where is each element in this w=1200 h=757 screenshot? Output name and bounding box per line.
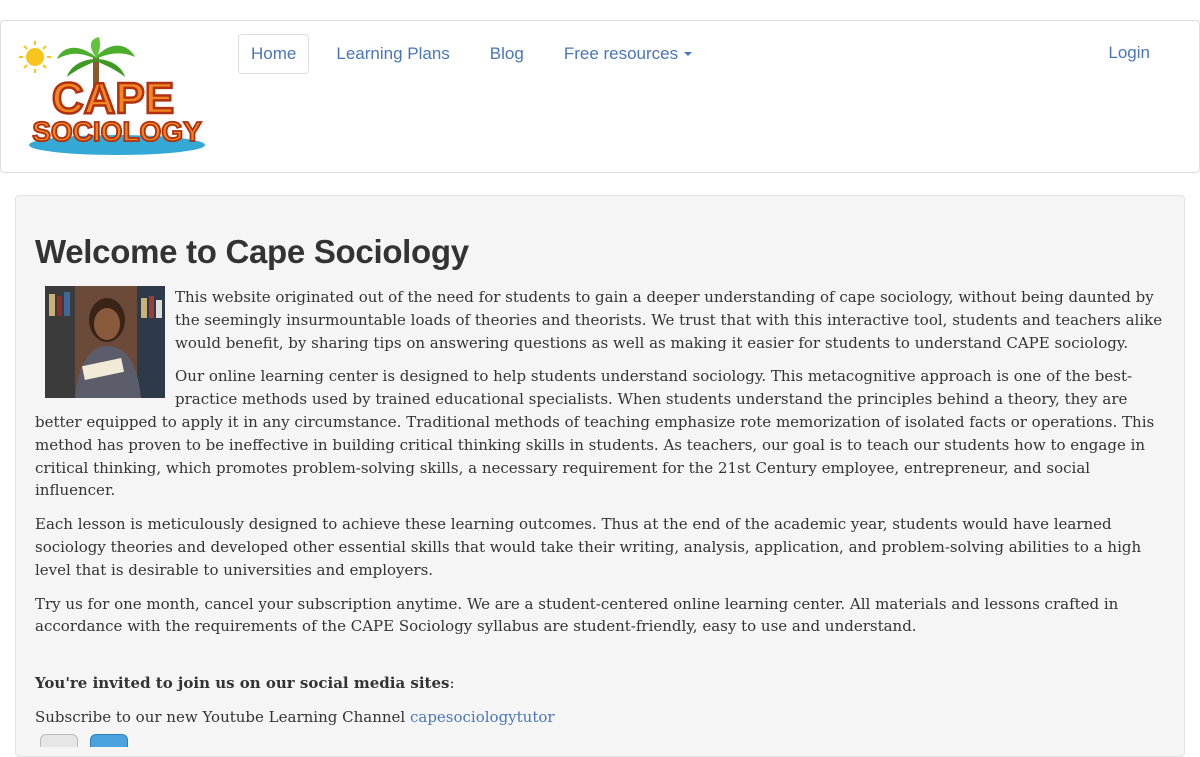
main-content xyxy=(35,232,1165,740)
social-heading xyxy=(35,672,1165,695)
nav-free-resources-label: Free resources xyxy=(563,44,679,63)
paragraph-1: This website originated out of the need for students to gain a deeper understanding of cape sociology, without being daunted by the seemingly insurmountable loads of theories and theorists. We trust that with this interactive tool, students and teachers alike would benefit, by sharing tips on answering questions as well as making it easier for students to understand CAPE sociology. xyxy=(175,288,1163,352)
sun-icon xyxy=(19,41,51,73)
social-icons xyxy=(40,734,128,747)
main-nav xyxy=(238,34,719,74)
social-icon-1[interactable] xyxy=(40,734,78,747)
youtube-channel-link[interactable]: capesociologytutor xyxy=(409,707,555,726)
nav-home-label: Home xyxy=(251,44,297,63)
social-icon-2[interactable] xyxy=(90,734,128,747)
social-heading-text: You're invited to join us on our social media sites xyxy=(35,674,450,693)
svg-text:CAPE: CAPE xyxy=(51,74,175,123)
nav-blog[interactable] xyxy=(477,34,537,74)
login-link[interactable]: Login xyxy=(1108,43,1150,62)
caret-down-icon xyxy=(684,52,692,56)
nav-free-resources[interactable] xyxy=(551,34,705,74)
top-navbar xyxy=(0,20,1200,173)
social-heading-colon: : xyxy=(449,674,455,693)
nav-blog-label: Blog xyxy=(489,44,524,63)
paragraph-2: Our online learning center is designed to help students understand sociology. This metacognitive approach is one of the best-practice methods used by trained educational specialists. When students understand the principles behind a theory, they are better equipped to apply it in any circumstance. Traditional methods of teaching emphasize rote memorization of isolated facts or operations. This method has proven to be ineffective in building critical thinking skills in students. As teachers, our goal is to teach our students how to engage in critical thinking, which promotes problem-solving skills, a necessary requirement for the 21st Century employee, entrepreneur, and social influencer. xyxy=(35,367,1155,500)
paragraph-4: Try us for one month, cancel your subscription anytime. We are a student-centered online learning center. All materials and lessons crafted in accordance with the requirements of the CAPE Sociology syllabus are student-friendly, easy to use and understand. xyxy=(35,594,1119,636)
subscribe-line xyxy=(35,706,1165,729)
paragraph-3: Each lesson is meticulously designed to achieve these learning outcomes. Thus at the end of the academic year, students would have learned sociology theories and developed other essential skills that would take their writing, analysis, application, and problem-solving abilities to a high level that is desirable to universities and employers. xyxy=(35,515,1142,579)
student-photo xyxy=(45,286,165,398)
cape-sociology-logo[interactable] xyxy=(17,37,217,157)
subscribe-text: Subscribe to our new Youtube Learning Channel xyxy=(35,707,410,726)
content-well xyxy=(15,195,1185,757)
nav-learning-plans[interactable] xyxy=(323,34,462,74)
page-title: Welcome to Cape Sociology xyxy=(35,233,469,270)
svg-text:SOCIOLOGY: SOCIOLOGY xyxy=(32,116,202,147)
nav-home[interactable] xyxy=(238,34,309,74)
nav-learning-plans-label: Learning Plans xyxy=(336,44,450,63)
